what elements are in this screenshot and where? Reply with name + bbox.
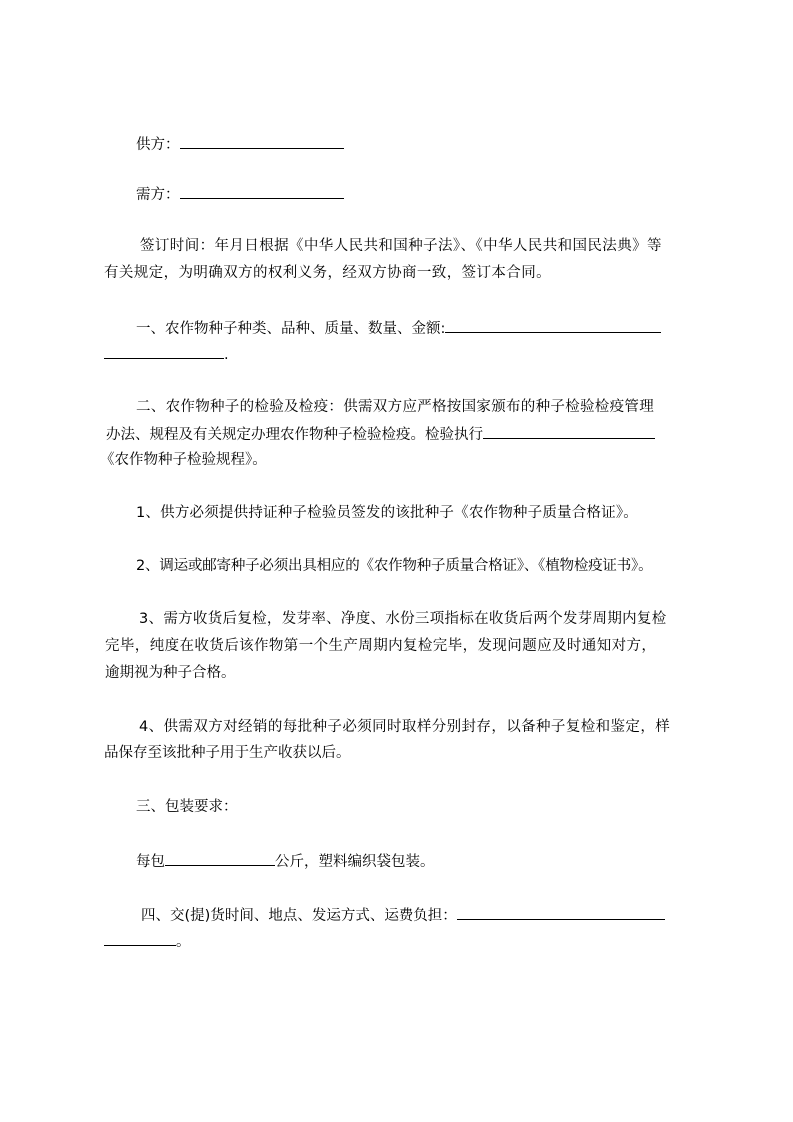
packaging-blank: [165, 851, 275, 866]
packaging-suffix: 公斤，塑料编织袋包装。: [275, 854, 435, 870]
clause-1: 1、供方必须提供持证种子检验员签发的该批种子《农作物种子质量合格证》。: [136, 505, 638, 521]
supplier-blank: [180, 134, 344, 149]
clause-4-line-1: 4、供需双方对经销的每批种子必须同时取样分别封存，以备种子复检和鉴定，样: [139, 719, 671, 735]
section-3-packaging: [136, 851, 736, 872]
clause-3-line-3: 逾期视为种子合格。: [105, 665, 236, 681]
section-1-text: 一、农作物种子种类、品种、质量、数量、金额:: [136, 321, 446, 337]
buyer-blank: [180, 184, 344, 199]
section-2-line-3: 《农作物种子检验规程》。: [100, 452, 267, 468]
clause-4-line-2: 品保存至该批种子用于生产收获以后。: [104, 745, 351, 761]
clause-3-line-2: 完毕，纯度在收货后该作物第一个生产周期内复检完毕，发现问题应及时通知对方，: [105, 638, 657, 654]
section-1-blank-2: [104, 344, 224, 359]
section-1-blank-1: [445, 318, 661, 333]
intro-line-1: 签订时间：年月日根据《中华人民共和国种子法》、《中华人民共和国民法典》等: [140, 238, 662, 254]
buyer-label: 需方：: [136, 187, 180, 203]
packaging-prefix: 每包: [136, 854, 165, 870]
section-1-line-2: [104, 344, 704, 365]
supplier-label: 供方：: [136, 137, 180, 153]
section-4-blank-1: [457, 905, 665, 920]
buyer-line: [136, 184, 736, 205]
clause-2: 2、调运或邮寄种子必须出具相应的《农作物种子质量合格证》、《植物检疫证书》。: [136, 558, 653, 574]
section-1-end: .: [224, 347, 229, 363]
section-2-text: 办法、规程及有关规定办理农作物种子检验检疫。检验执行: [106, 427, 483, 443]
section-3-title: 三、包装要求：: [136, 799, 238, 815]
clause-3-line-1: 3、需方收货后复检，发芽率、净度、水份三项指标在收货后两个发芽周期内复检: [139, 611, 667, 627]
supplier-line: [136, 134, 736, 155]
intro-line-2: 有关规定，为明确双方的权利义务，经双方协商一致，签订本合同。: [104, 265, 551, 281]
section-4-blank-2: [104, 931, 176, 946]
section-1-line-1: [136, 318, 736, 339]
section-2-line-2: [106, 424, 706, 445]
section-4-end: 。: [176, 934, 191, 950]
section-4-line-1: [141, 905, 741, 926]
section-4-text: 四、交(提)货时间、地点、发运方式、运费负担：: [141, 908, 457, 924]
section-4-line-2: [104, 931, 704, 952]
section-2-line-1: 二、农作物种子的检验及检疫：供需双方应严格按国家颁布的种子检验检疫管理: [136, 399, 654, 415]
section-2-blank: [483, 424, 655, 439]
